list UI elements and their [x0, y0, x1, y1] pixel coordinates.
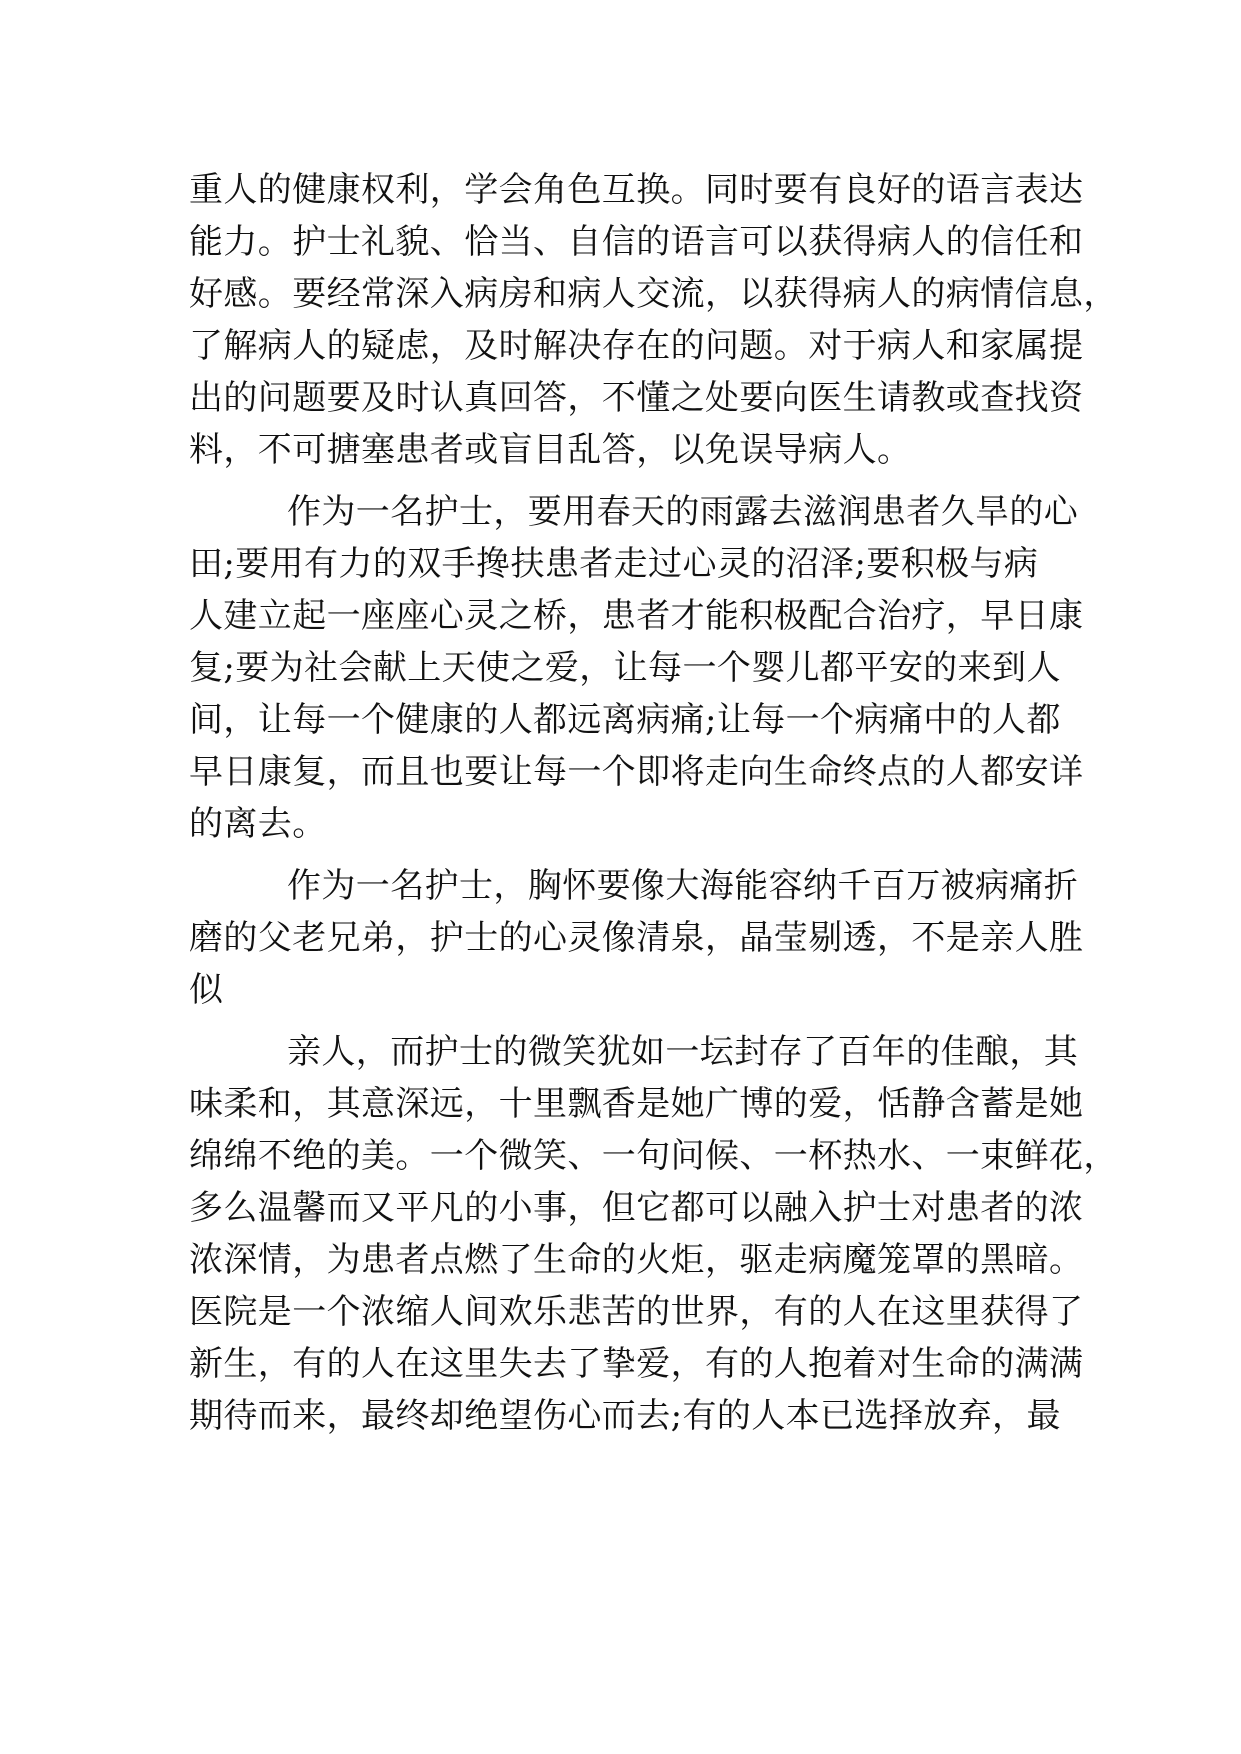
- paragraph-line: 浓深情，为患者点燃了生命的火炬，驱走病魔笼罩的黑暗。: [189, 1240, 1084, 1280]
- paragraph-2: [189, 486, 1089, 850]
- paragraph-line: 磨的父老兄弟，护士的心灵像清泉，晶莹剔透，不是亲人胜: [189, 918, 1084, 958]
- paragraph-line: 人建立起一座座心灵之桥，患者才能积极配合治疗，早日康: [189, 596, 1084, 636]
- paragraph-1: [189, 164, 1118, 476]
- paragraph-line: 的离去。: [189, 804, 327, 844]
- paragraph-line: 多么温馨而又平凡的小事，但它都可以融入护士对患者的浓: [189, 1188, 1084, 1228]
- paragraph-line: 作为一名护士，胸怀要像大海能容纳千百万被病痛折: [287, 866, 1079, 906]
- paragraph-line: 新生，有的人在这里失去了挚爱，有的人抱着对生命的满满: [189, 1344, 1084, 1384]
- paragraph-line: 亲人，而护士的微笑犹如一坛封存了百年的佳酿，其: [287, 1032, 1079, 1072]
- paragraph-line: 间，让每一个健康的人都远离病痛;让每一个病痛中的人都: [189, 700, 1061, 740]
- paragraph-line: 绵绵不绝的美。一个微笑、一句问候、一杯热水、一束鲜花，: [189, 1136, 1118, 1176]
- paragraph-line: 出的问题要及时认真回答，不懂之处要向医生请教或查找资: [189, 378, 1084, 418]
- document-body: [189, 164, 1118, 1442]
- paragraph-4: [189, 1026, 1118, 1442]
- paragraph-line: 了解病人的疑虑，及时解决存在的问题。对于病人和家属提: [189, 326, 1084, 366]
- paragraph-line: 好感。要经常深入病房和病人交流，以获得病人的病情信息，: [189, 274, 1118, 314]
- paragraph-line: 能力。护士礼貌、恰当、自信的语言可以获得病人的信任和: [189, 222, 1084, 262]
- paragraph-line: 味柔和，其意深远，十里飘香是她广博的爱，恬静含蓄是她: [189, 1084, 1084, 1124]
- paragraph-line: 重人的健康权利，学会角色互换。同时要有良好的语言表达: [189, 170, 1084, 210]
- paragraph-line: 作为一名护士，要用春天的雨露去滋润患者久旱的心: [287, 492, 1079, 532]
- paragraph-line: 复;要为社会献上天使之爱，让每一个婴儿都平安的来到人: [189, 648, 1061, 688]
- paragraph-line: 医院是一个浓缩人间欢乐悲苦的世界，有的人在这里获得了: [189, 1292, 1084, 1332]
- paragraph-3: [189, 860, 1089, 1016]
- paragraph-line: 料，不可搪塞患者或盲目乱答，以免误导病人。: [189, 430, 912, 470]
- paragraph-line: 早日康复，而且也要让每一个即将走向生命终点的人都安详: [189, 752, 1084, 792]
- paragraph-line: 田;要用有力的双手搀扶患者走过心灵的沼泽;要积极与病: [189, 544, 1039, 584]
- paragraph-line: 期待而来，最终却绝望伤心而去;有的人本已选择放弃，最: [189, 1396, 1061, 1436]
- paragraph-line: 似: [189, 970, 224, 1010]
